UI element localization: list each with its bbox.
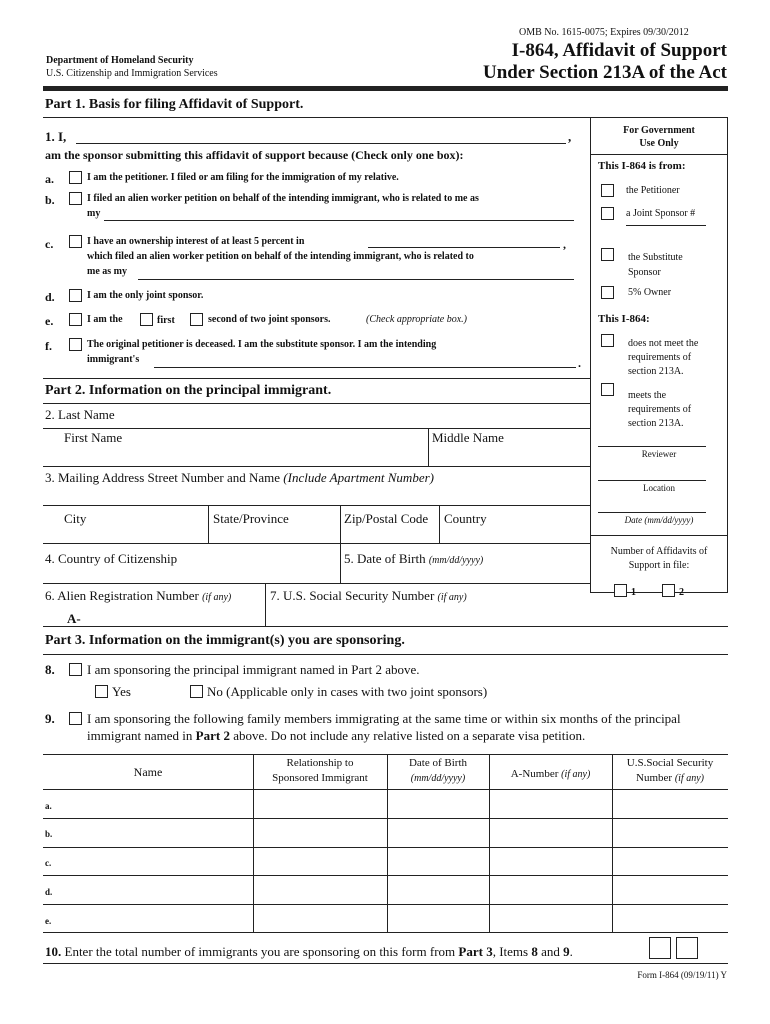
form-subtitle: Under Section 213A of the Act [483, 62, 727, 83]
q9-number: 9. [45, 711, 55, 726]
table-col-divider-3 [489, 754, 490, 933]
form-footer: Form I-864 (09/19/11) Y [637, 970, 727, 980]
part3-top-rule [43, 626, 728, 627]
ssn-label: 7. U.S. Social Security Number (if any) [270, 588, 467, 603]
name-rule [43, 466, 590, 467]
q1-label: 1. I, [45, 129, 67, 144]
q8-yes-checkbox[interactable] [95, 685, 108, 698]
option-f-text2: immigrant's [87, 354, 140, 365]
gov-not-meet-checkbox[interactable] [601, 334, 614, 347]
option-b-letter: b. [45, 193, 55, 207]
middle-name-label: Middle Name [432, 430, 504, 445]
option-e-first-checkbox[interactable] [140, 313, 153, 326]
q8-checkbox[interactable] [69, 663, 82, 676]
option-c-comma: , [563, 237, 566, 251]
gov-reviewer-line[interactable] [598, 446, 706, 447]
q9-text2: immigrant named in Part 2 above. Do not include any relative listed on a separate visa petition. [87, 728, 586, 743]
state-divider [340, 505, 341, 543]
address-rule [43, 543, 590, 544]
gov-use-header: For Government Use Only [623, 125, 695, 149]
option-c-text3: me as my [87, 266, 127, 277]
option-b-text2: my [87, 208, 101, 219]
q10-text: 10. Enter the total number of immigrants you are sponsoring on this form from Part 3, Items 8 and 9. [45, 944, 573, 959]
alien-number-label: 6. Alien Registration Number (if any) [45, 588, 232, 603]
option-c-text2: which filed an alien worker petition on behalf of the intending immigrant, who is related to [87, 251, 474, 262]
q8-no-label: No (Applicable only in cases with two joint sponsors) [207, 684, 488, 699]
citizenship-label: 4. Country of Citizenship [45, 551, 178, 566]
option-c-company-field[interactable] [368, 247, 560, 248]
gov-substitute-label: the Substitute Sponsor [628, 252, 683, 278]
gov-not-meet-label: does not meet the requirements of section 213A. [628, 338, 699, 377]
option-f-relation-field[interactable] [154, 367, 576, 368]
col-name-header: Name [133, 765, 163, 779]
zip-divider [439, 505, 440, 543]
col-relationship-header: Relationship to Sponsored Immigrant [272, 757, 368, 784]
q8-text: I am sponsoring the principal immigrant named in Part 2 above. [87, 662, 420, 677]
option-a-text: I am the petitioner. I filed or am filing for the immigration of my relative. [87, 172, 399, 183]
gov-date-line[interactable] [598, 512, 706, 513]
col-ssn-header: U.S.Social Security Number (if any) [626, 757, 714, 784]
option-a-checkbox[interactable] [69, 171, 82, 184]
gov-affidavits-1-label: 1 [631, 587, 636, 598]
option-e-text1: I am the [87, 314, 123, 325]
q1-comma: , [568, 129, 572, 144]
country-label: Country [444, 511, 487, 526]
option-b-text1: I filed an alien worker petition on behalf of the intending immigrant, who is related to me as [87, 193, 479, 204]
q9-text1: I am sponsoring the following family members immigrating at the same time or within six months of the principal [87, 711, 681, 726]
form-title: I-864, Affidavit of Support [511, 40, 727, 61]
gov-joint-checkbox[interactable] [601, 207, 614, 220]
q10-rule [43, 963, 728, 964]
option-e-first-label: first [157, 315, 175, 326]
gov-location-label: Location [643, 483, 675, 493]
option-e-second-label: second of two joint sponsors. [208, 314, 331, 325]
gov-petitioner-checkbox[interactable] [601, 184, 614, 197]
omb-number: OMB No. 1615-0075; Expires 09/30/2012 [519, 27, 689, 38]
dob-label: 5. Date of Birth (mm/dd/yyyy) [344, 551, 484, 566]
gov-header-rule [590, 154, 728, 155]
gov-substitute-checkbox[interactable] [601, 248, 614, 261]
option-d-letter: d. [45, 290, 55, 304]
citizenship-divider [340, 543, 341, 583]
option-d-text: I am the only joint sponsor. [87, 290, 204, 301]
part2-top-rule [43, 378, 590, 379]
part2-heading: Part 2. Information on the principal immigrant. [45, 383, 332, 398]
option-a-letter: a. [45, 172, 54, 186]
table-row[interactable]: d. [45, 887, 53, 897]
citizenship-rule [43, 583, 590, 584]
sponsor-name-field[interactable] [76, 143, 566, 144]
q10-digit-1-box[interactable] [649, 937, 671, 959]
option-b-checkbox[interactable] [69, 192, 82, 205]
name-divider [428, 428, 429, 466]
agency-name: U.S. Citizenship and Immigration Services [46, 68, 218, 79]
gov-date-rule [590, 535, 728, 536]
option-c-checkbox[interactable] [69, 235, 82, 248]
part2-heading-rule [43, 403, 590, 404]
q9-checkbox[interactable] [69, 712, 82, 725]
gov-from-label: This I-864 is from: [598, 160, 686, 172]
mailing-address-label: 3. Mailing Address Street Number and Name (Include Apartment Number) [45, 470, 434, 485]
table-row[interactable]: e. [45, 916, 52, 926]
last-name-rule [43, 428, 590, 429]
table-row[interactable]: c. [45, 858, 52, 868]
gov-date-label: Date (mm/dd/yyyy) [624, 515, 694, 525]
q10-digit-2-box[interactable] [676, 937, 698, 959]
table-row-rule-d [43, 904, 728, 905]
gov-affidavits-2-label: 2 [679, 587, 684, 598]
col-anumber-header: A-Number (if any) [510, 768, 591, 780]
gov-joint-line [626, 225, 706, 226]
gov-owner-checkbox[interactable] [601, 286, 614, 299]
mailing-rule [43, 505, 590, 506]
q8-yes-label: Yes [112, 684, 131, 699]
table-row[interactable]: a. [45, 801, 52, 811]
gov-meets-label: meets the requirements of section 213A. [628, 390, 692, 429]
gov-petitioner-label: the Petitioner [626, 185, 680, 196]
gov-affidavits-1-checkbox[interactable] [614, 584, 627, 597]
part1-heading: Part 1. Basis for filing Affidavit of Support. [45, 97, 304, 112]
sponsor-line: am the sponsor submitting this affidavit of support because (Check only one box): [45, 148, 464, 162]
option-e-checkbox[interactable] [69, 313, 82, 326]
option-e-second-checkbox[interactable] [190, 313, 203, 326]
option-f-letter: f. [45, 339, 52, 353]
option-e-letter: e. [45, 314, 54, 328]
col-dob-header: Date of Birth (mm/dd/yyyy) [408, 757, 468, 784]
table-header-rule [43, 789, 728, 790]
gov-this-label: This I-864: [598, 313, 650, 325]
q8-no-checkbox[interactable] [190, 685, 203, 698]
option-c-letter: c. [45, 237, 54, 251]
header-rule [43, 86, 728, 91]
part3-heading-rule [43, 654, 728, 655]
department-name: Department of Homeland Security [46, 55, 194, 66]
option-f-checkbox[interactable] [69, 338, 82, 351]
alien-divider [265, 583, 266, 626]
option-b-relation-field[interactable] [104, 220, 574, 221]
option-c-relation-field[interactable] [138, 279, 574, 280]
city-divider [208, 505, 209, 543]
alien-prefix: A- [67, 611, 81, 626]
first-name-label: First Name [64, 430, 123, 445]
option-c-text1: I have an ownership interest of at least 5 percent in [87, 236, 305, 247]
table-row[interactable]: b. [45, 829, 53, 839]
option-d-checkbox[interactable] [69, 289, 82, 302]
table-row-rule-b [43, 847, 728, 848]
city-label: City [64, 511, 87, 526]
gov-reviewer-label: Reviewer [641, 449, 677, 459]
gov-meets-checkbox[interactable] [601, 383, 614, 396]
gov-affidavits-2-checkbox[interactable] [662, 584, 675, 597]
table-row-rule-c [43, 875, 728, 876]
q8-number: 8. [45, 662, 55, 677]
gov-location-line[interactable] [598, 480, 706, 481]
last-name-label: 2. Last Name [45, 407, 115, 422]
part3-heading: Part 3. Information on the immigrant(s) you are sponsoring. [45, 633, 405, 648]
gov-owner-label: 5% Owner [628, 287, 672, 298]
option-e-note: (Check appropriate box.) [366, 314, 467, 325]
gov-num-affidavits: Number of Affidavits of Support in file: [610, 546, 708, 571]
gov-joint-label: a Joint Sponsor # [626, 208, 696, 219]
state-label: State/Province [213, 511, 289, 526]
zip-label: Zip/Postal Code [344, 511, 429, 526]
option-f-period: . [578, 356, 581, 370]
table-row-rule-a [43, 818, 728, 819]
option-f-text1: The original petitioner is deceased. I am the substitute sponsor. I am the intending [87, 339, 437, 350]
